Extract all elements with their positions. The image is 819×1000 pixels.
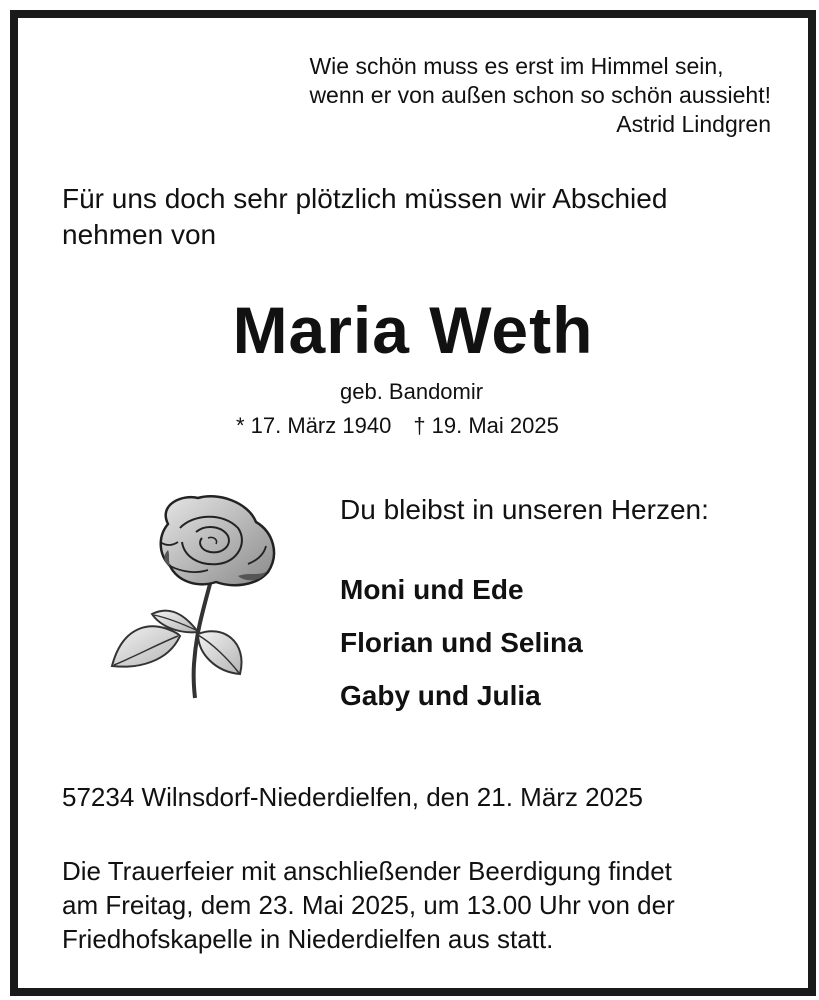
intro-line-1: Für uns doch sehr plötzlich müssen wir Abschied [62, 183, 668, 214]
rose-icon [98, 484, 278, 699]
funeral-notice [62, 854, 782, 956]
place-date: 57234 Wilnsdorf-Niederdielfen, den 21. März 2025 [62, 782, 644, 812]
quote-author: Astrid Lindgren [616, 111, 771, 137]
funeral-line-3: Friedhofskapelle in Niederdielfen aus statt. [62, 924, 554, 954]
quote-line-1: Wie schön muss es erst im Himmel sein, [309, 53, 724, 79]
intro-text [62, 181, 782, 253]
mourner-2: Florian und Selina [340, 627, 583, 658]
death-date: † 19. Mai 2025 [413, 413, 559, 438]
mourner-1: Moni und Ede [340, 574, 524, 605]
funeral-line-2: am Freitag, dem 23. Mai 2025, um 13.00 Uhr von der [62, 890, 675, 920]
mourner-3: Gaby und Julia [340, 680, 541, 711]
life-dates [236, 412, 559, 440]
quote-line-2: wenn er von außen schon so schön aussieht! [309, 82, 771, 108]
birth-date: * 17. März 1940 [236, 413, 392, 438]
birth-name: geb. Bandomir [340, 379, 484, 404]
deceased-name: Maria Weth [232, 293, 594, 367]
obituary-frame [10, 10, 816, 996]
mourners-list [340, 563, 583, 722]
intro-line-2: nehmen von [62, 219, 217, 250]
farewell-text: Du bleibst in unseren Herzen: [340, 494, 709, 525]
quote [309, 52, 771, 139]
funeral-line-1: Die Trauerfeier mit anschließender Beerdigung findet [62, 856, 672, 886]
